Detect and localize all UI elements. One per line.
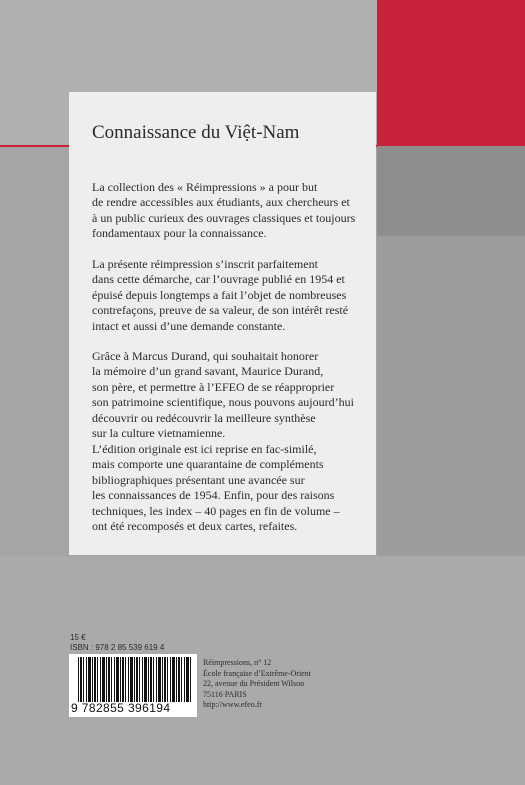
paragraph-durand: Grâce à Marcus Durand, qui souhaitait honorer la mémoire d’un grand savant, Maurice Durand, son père, et permettre à l’EFEO de se réapproprier son patrimoine scientifique, nous pouvons aujourd’hui découvrir ou redécouvrir la meilleure synthèse sur la culture vietnamienne. bbox=[92, 349, 354, 441]
price-label: 15 € bbox=[70, 633, 86, 642]
publisher-imprint bbox=[203, 658, 311, 711]
isbn-label: ISBN : 978 2 85 539 619 4 bbox=[70, 643, 165, 652]
series-number: Réimpressions, n° 12 bbox=[203, 658, 272, 667]
paragraph-edition: L’édition originale est ici reprise en fac-similé, mais comporte une quarantaine de compléments bibliographiques présentant une avancée sur les connaissances de 1954. Enfin, pour des raisons techniques, les index – 40 pages en fin de volume – ont été recomposés et deux cartes, refaites. bbox=[92, 442, 340, 534]
publisher-city: 75116 PARIS bbox=[203, 689, 247, 699]
text-panel bbox=[69, 92, 376, 555]
barcode-bars bbox=[78, 657, 191, 702]
red-accent-block bbox=[377, 0, 525, 146]
barcode-digits: 9 782855 396194 bbox=[71, 701, 171, 715]
paragraph-collection: La collection des « Réimpressions » a pour but de rendre accessibles aux étudiants, aux chercheurs et à un public curieux des ouvrages classiques et toujours fondamentaux pour la connaissance. bbox=[92, 180, 356, 241]
paragraph-reimpression: La présente réimpression s’inscrit parfaitement dans cette démarche, car l’ouvrage publié en 1954 et épuisé depuis longtemps a fait l’objet de nombreuses contrefaçons, preuve de sa valeur, de son intérêt resté intact et aussi d’une demande constante. bbox=[92, 257, 349, 333]
publisher-name: École française d’Extrême-Orient bbox=[203, 668, 311, 678]
barcode bbox=[69, 654, 197, 717]
book-title: Connaissance du Việt-Nam bbox=[92, 122, 300, 143]
dark-grey-block bbox=[377, 146, 525, 236]
publisher-street: 22, avenue du Président Wilson bbox=[203, 679, 305, 689]
publisher-url: http://www.efeo.fr bbox=[203, 700, 263, 710]
mid-grey-block bbox=[377, 236, 525, 556]
